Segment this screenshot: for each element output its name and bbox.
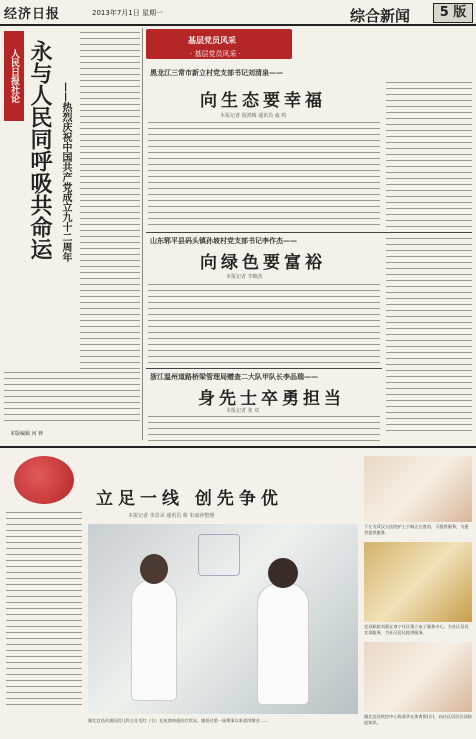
feature-byline: 本报记者 李景录 通讯员 蔡 朱丽萍整理 <box>128 513 215 519</box>
article2-body-right <box>386 236 472 436</box>
editorial-body-bottom <box>4 370 140 425</box>
nurse-figure <box>132 580 176 700</box>
article2-body <box>148 282 380 366</box>
side-photo-2 <box>364 542 472 622</box>
feature-photo-caption: 湖北宜昌民康医院儿科主任毛红（右）在检查病患治疗状况。她担任第一届理事以来爱岗敬业…… <box>88 718 269 723</box>
article3-byline: 本报记者 张 双 <box>226 408 260 414</box>
article1-byline: 本报记者 倪鸿梅 通讯员 戚 鸣 <box>220 113 287 119</box>
side-caption-1: 下左为武汉五医院护士小韩正在查房，可提供服务，为患者提供服务。 <box>364 524 469 535</box>
nurse-head-2 <box>268 558 298 588</box>
article2-kicker: 山东郓平县码头镇孙坡村党支部书记李作杰—— <box>150 237 297 245</box>
divider-3 <box>0 446 476 448</box>
issue-date: 2013年7月1日 星期一 <box>92 9 163 17</box>
nurse-figure-2 <box>258 584 308 704</box>
feature-logo <box>14 456 74 504</box>
article1-headline: 向生态要幸福 <box>200 91 326 111</box>
column-divider <box>142 28 143 440</box>
divider-2 <box>146 368 382 369</box>
article2-headline: 向绿色要富裕 <box>200 253 326 273</box>
article3-kicker: 浙江温州道路桥梁管理局赠查二大队甲队长李品瑞—— <box>150 373 318 381</box>
editorial-body-top <box>80 30 140 380</box>
side-caption-3: 湖北宜昌疾控中心陈爱华在体育街(右)，向社区居民宣读防疫知识。 <box>364 714 472 725</box>
feature-headline: 立足一线 创先争优 <box>96 489 283 509</box>
editorial-footer: 本版编辑 河 钟 <box>10 431 44 437</box>
article2-byline: 本报记者 李楠杰 <box>226 274 263 280</box>
masthead: 经济日报 <box>4 7 61 22</box>
side-caption-2: 宜昌职院刘燕在南宁社区建立电子服务中心，为社区居民宣读服务，为社区居民提供服务。 <box>364 624 469 635</box>
iv-bottles <box>198 534 240 576</box>
section-title: 综合新闻 <box>350 7 411 25</box>
editorial-tag: 人民日报社论 <box>4 31 24 121</box>
side-photo-3 <box>364 642 472 712</box>
editorial-headline: 永与人民同呼吸共命运 <box>27 40 53 260</box>
banner-subtitle: · 基层党员风采 · <box>190 50 241 58</box>
article3-body <box>148 414 380 442</box>
feature-main-photo <box>88 524 358 714</box>
side-photo-1 <box>364 456 472 522</box>
page-number: 5 版 <box>433 3 473 23</box>
editorial-subhead: ——热烈庆祝中国共产党成立九十二周年 <box>60 82 71 262</box>
feature-left-text <box>6 510 82 706</box>
article1-kicker: 黑龙江三常市新立村党支部书记刘清泉—— <box>150 69 283 77</box>
divider-1 <box>146 232 472 233</box>
article1-body-right <box>386 80 472 230</box>
article1-body <box>148 120 380 230</box>
banner-title: 基层党员风采 <box>188 36 236 45</box>
article3-headline: 身先士卒勇担当 <box>198 389 345 409</box>
nurse-head <box>140 554 168 584</box>
